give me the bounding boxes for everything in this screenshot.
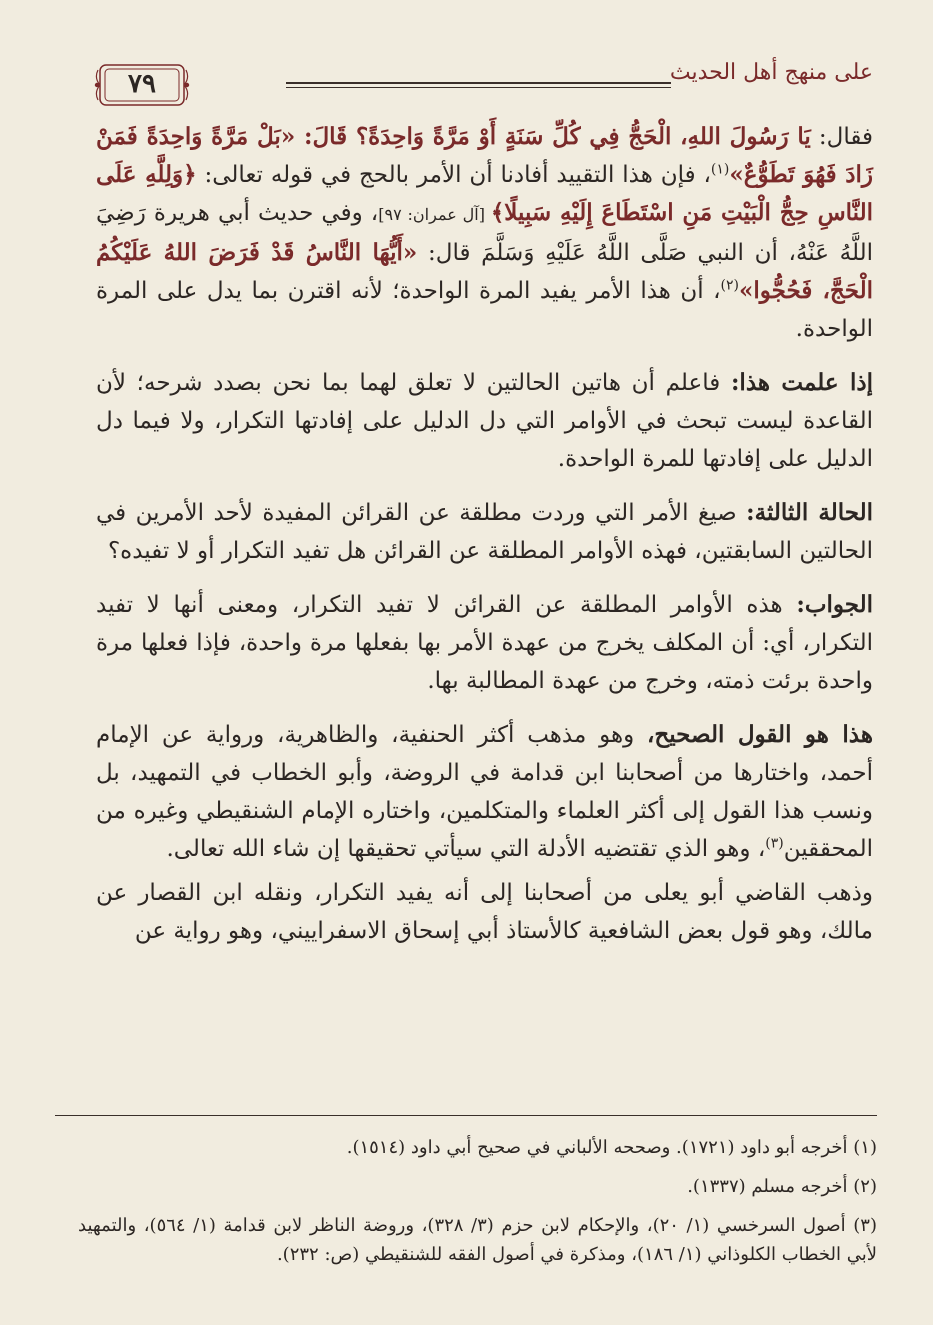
p1-text-b: ، وفي حديث أبي هريرة رَضِيَ اللَّهُ عَنْهُ، أن النبي صَلَّى اللَّهُ عَلَيْهِ وَسَلَّمَ قال: xyxy=(96,200,873,266)
running-title: على منهج أهل الحديث xyxy=(669,60,873,85)
paragraph-6 xyxy=(96,874,873,950)
footnote-ref-1: (١) xyxy=(710,161,730,178)
p4-lead: الجواب: xyxy=(796,591,873,618)
p5-tail: ، وهو الذي تقتضيه الأدلة التي سيأتي تحقيقها إن شاء الله تعالى. xyxy=(166,836,766,862)
p1-intro: فقال: xyxy=(810,124,873,150)
paragraph-2 xyxy=(96,364,873,478)
main-text xyxy=(96,118,873,966)
footnote-separator xyxy=(55,1115,877,1116)
p1-text-c: ، أن هذا الأمر يفيد المرة الواحدة؛ لأنه اقترن بما يدل على المرة الواحدة. xyxy=(96,278,873,342)
header-rule xyxy=(286,82,671,88)
p1-text-a: ، فإن هذا التقييد أفادنا أن الأمر بالحج في قوله تعالى: xyxy=(196,162,711,188)
page-number: ٧٩ xyxy=(128,69,156,99)
footnote-3: (٣) أصول السرخسي (١/ ٢٠)، والإحكام لابن حزم (٣/ ٣٢٨)، وروضة الناظر لابن قدامة (١/ ٥٦٤)، والتمهيد لأبي الخطاب الكلوذاني (١/ ١٨٦)، ومذكرة في أصول الفقه للشنقيطي (ص: ٢٣٢). xyxy=(78,1215,877,1265)
verse-citation: [آل عمران: ٩٧] xyxy=(378,205,491,224)
hadith-quote-1: يَا رَسُولَ اللهِ، الْحَجُّ فِي كُلِّ سَنَةٍ أَوْ مَرَّةً وَاحِدَةً؟ قَالَ: «بَلْ مَرَّةً وَاحِدَةً فَمَنْ زَادَ فَهُوَ تَطَوُّعٌ» xyxy=(96,123,873,188)
paragraph-5 xyxy=(96,716,873,868)
footnote-ref-2: (٢) xyxy=(720,277,739,294)
footnote-1: (١) أخرجه أبو داود (١٧٢١). وصححه الألباني في صحيح أبي داود (١٥١٤). xyxy=(346,1137,877,1158)
paragraph-1 xyxy=(96,118,873,348)
p3-lead: الحالة الثالثة: xyxy=(746,499,874,526)
paragraph-3 xyxy=(96,494,873,570)
p6-text: وذهب القاضي أبو يعلى من أصحابنا إلى أنه يفيد التكرار، ونقله ابن القصار عن مالك، وهو قول بعض الشافعية كالأستاذ أبي إسحاق الاسفراييني، وهو رواية عن xyxy=(96,880,873,944)
page-number-frame xyxy=(94,60,190,110)
p2-lead: إذا علمت هذا: xyxy=(730,369,874,396)
footnotes xyxy=(78,1133,877,1279)
hadith-quote-2: «أَيُّهَا النَّاسُ قَدْ فَرَضَ اللهُ عَلَيْكُمُ الْحَجَّ، فَحُجُّوا» xyxy=(96,239,873,304)
quran-verse: ﴿وَلِلَّهِ عَلَى النَّاسِ حِجُّ الْبَيْتِ مَنِ اسْتَطَاعَ إِلَيْهِ سَبِيلًا﴾ xyxy=(96,161,873,226)
p2-text: فاعلم أن هاتين الحالتين لا تعلق لهما بما نحن بصدد شرحه؛ لأن القاعدة ليست تبحث في الأوامر التي دل الدليل على إفادتها التكرار، ولا فيما دل الدليل على إفادتها للمرة الواحدة. xyxy=(96,370,873,472)
p5-lead: هذا هو القول الصحيح، xyxy=(646,721,873,748)
footnote-ref-3: (٣) xyxy=(765,835,784,852)
footnote-2: (٢) أخرجه مسلم (١٣٣٧). xyxy=(687,1176,877,1197)
p3-text: صيغ الأمر التي وردت مطلقة عن القرائن المفيدة لأحد الأمرين في الحالتين السابقتين، فهذه الأوامر المطلقة عن القرائن هل تفيد التكرار أو لا تفيده؟ xyxy=(96,500,873,564)
p5-text: وهو مذهب أكثر الحنفية، والظاهرية، ورواية عن الإمام أحمد، واختارها من أصحابنا ابن قدامة في الروضة، وأبو الخطاب في التمهيد، بل ونسب هذا القول إلى أكثر العلماء والمتكلمين، واختاره الإمام الشنقيطي وغيره من المحققين xyxy=(96,722,873,862)
p4-text: هذه الأوامر المطلقة عن القرائن لا تفيد التكرار، ومعنى أنها لا تفيد التكرار، أي: أن المكلف يخرج من عهدة الأمر بها بفعلها مرة واحدة، فإذا فعلها مرة واحدة برئت ذمته، وخرج من عهدة المطالبة بها. xyxy=(96,592,873,694)
paragraph-4 xyxy=(96,586,873,700)
